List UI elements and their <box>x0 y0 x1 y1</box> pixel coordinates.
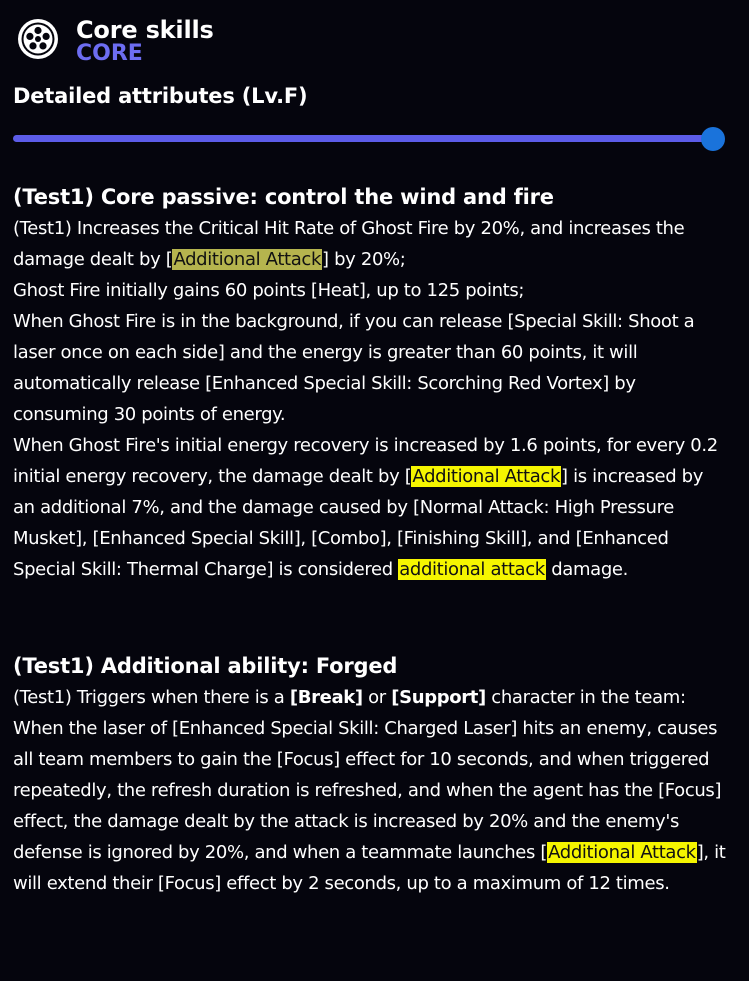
core-wheel-icon <box>16 17 60 61</box>
level-slider[interactable] <box>13 129 725 149</box>
paragraph: When Ghost Fire is in the background, if you can release [Special Skill: Shoot a laser once on each side] and the energy is greater than 60 points, it will automatically release [Enhanced Special Skill: Scorching Red Vortex] by consuming 30 points of energy. <box>13 311 695 425</box>
paragraph: When the laser of [Enhanced Special Skill: Charged Laser] hits an enemy, causes all team members to gain the [Focus] effect for 10 seconds, and when triggered repeatedly, the refresh duration is refreshed, and when the agent has the [Focus] effect, the damage dealt by the attack is increased by 20% and the enemy's defense is ignored by 20%, and when a teammate launches [Additional Attack], it will extend their [Focus] effect by 2 seconds, up to a maximum of 12 times. <box>13 718 726 894</box>
keyword-bold: [Support] <box>391 687 486 708</box>
attributes-title: Detailed attributes (Lv.F) <box>13 84 308 108</box>
paragraph: When Ghost Fire's initial energy recovery is increased by 1.6 points, for every 0.2 initial energy recovery, the damage dealt by [Additional Attack] is increased by an additional 7%, and the damage caused by [Normal Attack: High Pressure Musket], [Enhanced Special Skill], [Combo], [Finishing Skill], and [Enhanced Special Skill: Thermal Charge] is considered additional attack damage. <box>13 435 718 580</box>
keyword-highlight: Additional Attack <box>548 842 696 863</box>
page-title: Core skills <box>76 16 214 44</box>
section-body <box>13 682 728 899</box>
header-text <box>76 17 214 66</box>
keyword-highlight: Additional Attack <box>412 466 561 487</box>
section-body <box>13 213 728 585</box>
section-title: (Test1) Additional ability: Forged <box>13 654 398 678</box>
section-title: (Test1) Core passive: control the wind and fire <box>13 185 554 209</box>
paragraph: (Test1) Increases the Critical Hit Rate of Ghost Fire by 20%, and increases the damage dealt by [Additional Attack] by 20%; <box>13 218 685 270</box>
level-slider-track[interactable] <box>13 135 713 142</box>
level-slider-thumb[interactable] <box>701 127 725 151</box>
paragraph: (Test1) Triggers when there is a [Break] or [Support] character in the team: <box>13 687 686 708</box>
header <box>16 17 214 66</box>
paragraph: Ghost Fire initially gains 60 points [Heat], up to 125 points; <box>13 280 525 301</box>
keyword-highlight: additional attack <box>399 559 545 580</box>
section-core-passive <box>13 182 728 585</box>
page-subtitle: CORE <box>76 41 143 66</box>
section-additional-ability <box>13 651 728 899</box>
keyword-highlight: Additional Attack <box>173 249 322 270</box>
keyword-bold: [Break] <box>289 687 363 708</box>
